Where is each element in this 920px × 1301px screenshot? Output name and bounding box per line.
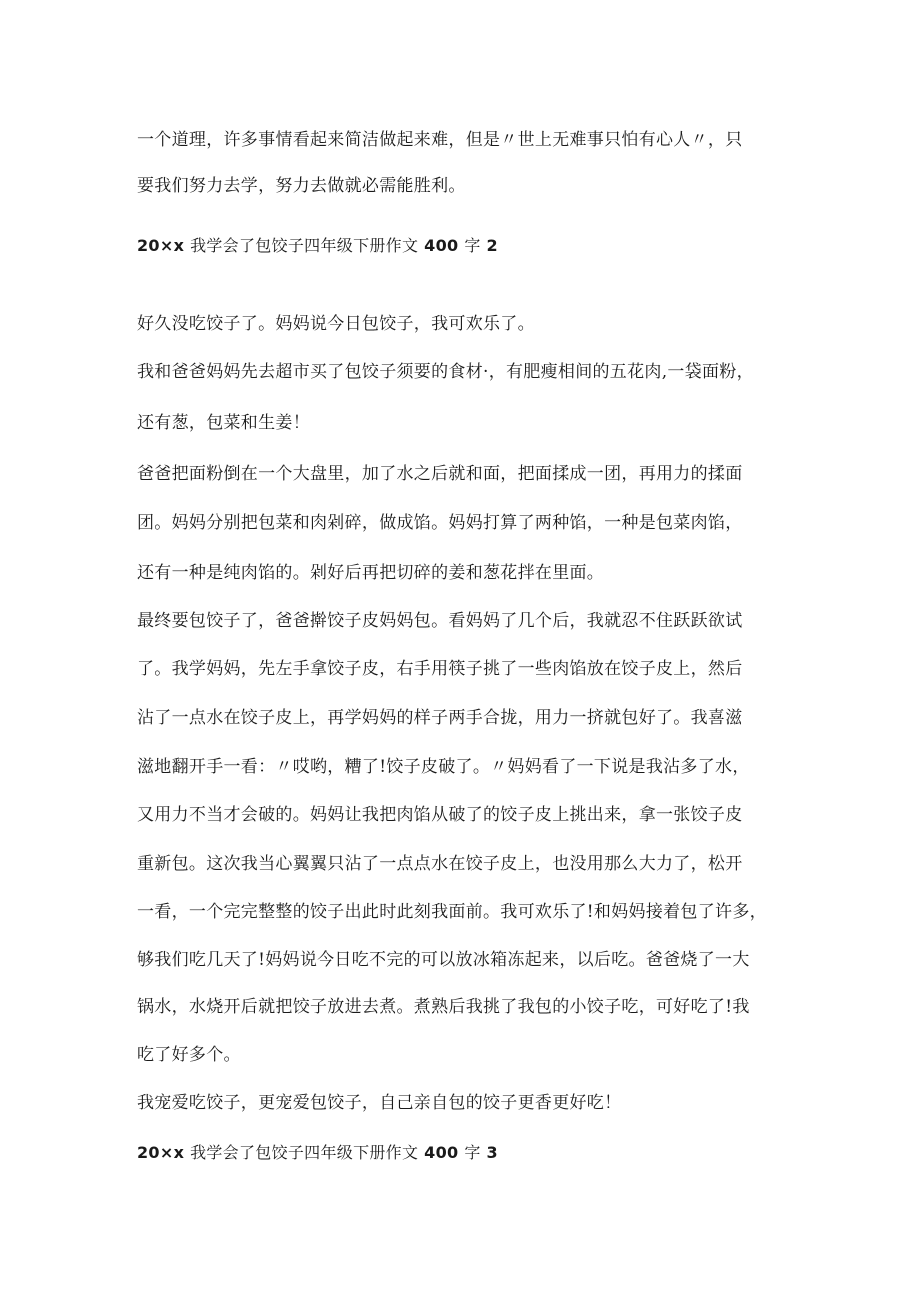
paragraph-2-line-2: 还有葱，包菜和生姜！	[137, 413, 310, 433]
paragraph-2-line-1: 我和爸爸妈妈先去超市买了包饺子须要的食材·，有肥瘦相间的五花肉,一袋面粉，	[137, 362, 754, 382]
intro-line-1: 一个道理，许多事情看起来简洁做起来难，但是〃世上无难事只怕有心人〃，只	[137, 130, 743, 150]
heading-title: 我学会了包饺子四年级下册作文	[190, 236, 419, 255]
paragraph-4-line-3: 沾了一点水在饺子皮上，再学妈妈的样子两手合拢，用力一挤就包好了。我喜滋	[137, 708, 743, 728]
paragraph-4-line-8: 够我们吃几天了!妈妈说今日吃不完的可以放冰箱冻起来，以后吃。爸爸烧了一大	[137, 950, 750, 970]
paragraph-3-line-2: 团。妈妈分别把包菜和肉剁碎，做成馅。妈妈打算了两种馅，一种是包菜肉馅，	[137, 513, 743, 533]
heading-index: 2	[486, 236, 498, 255]
heading-count: 400	[424, 1143, 459, 1162]
heading-title: 我学会了包饺子四年级下册作文	[190, 1143, 419, 1162]
heading-unit: 字	[464, 236, 481, 255]
heading-prefix: 20×x	[137, 236, 185, 255]
paragraph-1-line-1: 好久没吃饺子了。妈妈说今日包饺子，我可欢乐了。	[137, 314, 535, 334]
paragraph-4-line-1: 最终要包饺子了，爸爸擀饺子皮妈妈包。看妈妈了几个后，我就忍不住跃跃欲试	[137, 611, 743, 631]
paragraph-4-line-6: 重新包。这次我当心翼翼只沾了一点点水在饺子皮上，也没用那么大力了，松开	[137, 854, 743, 874]
intro-line-2: 要我们努力去学，努力去做就必需能胜利。	[137, 176, 466, 196]
paragraph-4-line-9: 锅水，水烧开后就把饺子放进去煮。煮熟后我挑了我包的小饺子吃，可好吃了!我	[137, 997, 750, 1017]
heading-prefix: 20×x	[137, 1143, 185, 1162]
paragraph-4-line-7: 一看，一个完完整整的饺子出此时此刻我面前。我可欢乐了!和妈妈接着包了许多，	[137, 902, 767, 922]
paragraph-4-line-2: 了。我学妈妈，先左手拿饺子皮，右手用筷子挑了一些肉馅放在饺子皮上，然后	[137, 659, 743, 679]
paragraph-3-line-1: 爸爸把面粉倒在一个大盘里，加了水之后就和面，把面揉成一团，再用力的揉面	[137, 464, 743, 484]
section-heading-3	[137, 1143, 498, 1163]
heading-count: 400	[424, 236, 459, 255]
heading-index: 3	[486, 1143, 498, 1162]
paragraph-4-line-5: 又用力不当才会破的。妈妈让我把肉馅从破了的饺子皮上挑出来，拿一张饺子皮	[137, 805, 743, 825]
section-heading-2	[137, 236, 498, 256]
heading-unit: 字	[464, 1143, 481, 1162]
paragraph-3-line-3: 还有一种是纯肉馅的。剁好后再把切碎的姜和葱花拌在里面。	[137, 563, 605, 583]
paragraph-4-line-4: 滋地翻开手一看：〃哎哟，糟了!饺子皮破了。〃妈妈看了一下说是我沾多了水，	[137, 757, 750, 777]
paragraph-5-line-1: 我宠爱吃饺子，更宠爱包饺子，自己亲自包的饺子更香更好吃！	[137, 1093, 622, 1113]
paragraph-4-line-10: 吃了好多个。	[137, 1045, 241, 1065]
